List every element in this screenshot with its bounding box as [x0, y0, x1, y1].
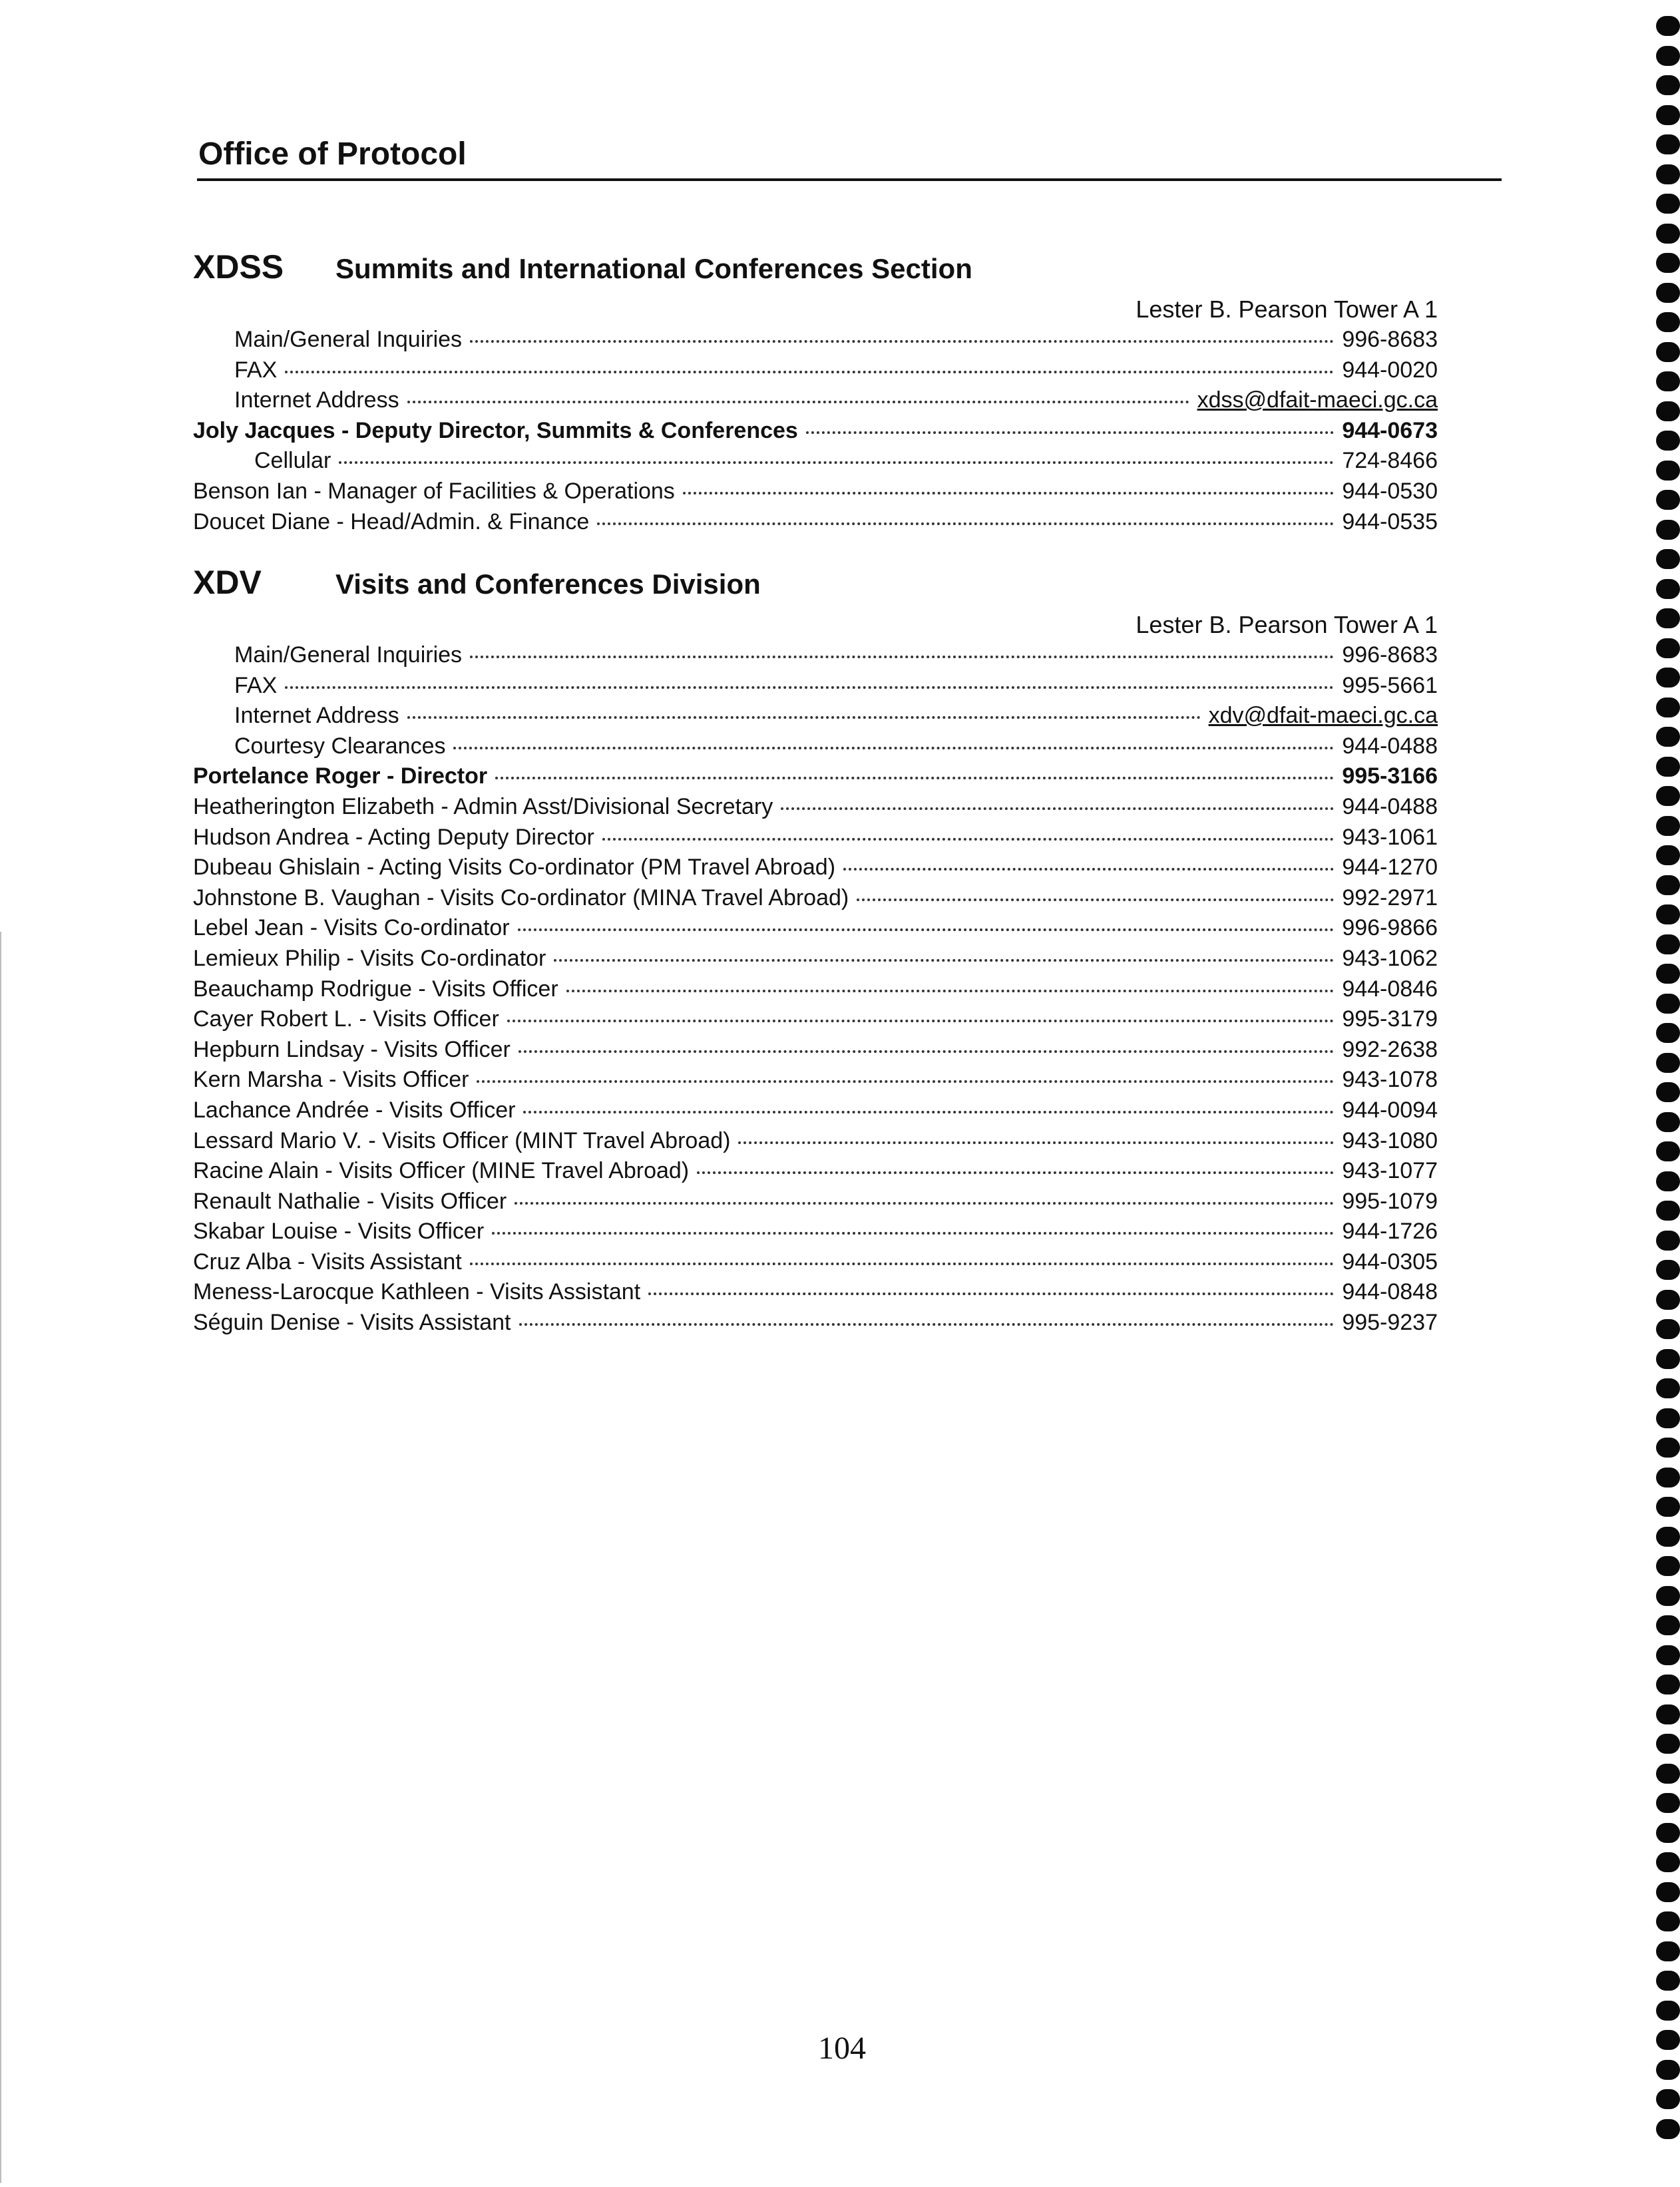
- binding-hole: [1656, 2119, 1680, 2139]
- binding-hole: [1656, 520, 1680, 540]
- directory-entry-person: [193, 853, 1438, 883]
- entry-phone: 943-1080: [1342, 1127, 1438, 1153]
- dot-leader: [339, 461, 1334, 464]
- binding-hole: [1656, 1823, 1680, 1843]
- binding-hole: [1656, 1645, 1680, 1665]
- title-underline-rule: [197, 178, 1502, 181]
- entry-phone: 944-0846: [1342, 976, 1438, 1002]
- binding-hole: [1656, 1675, 1680, 1694]
- binding-hole: [1656, 1023, 1680, 1043]
- dot-leader: [477, 1080, 1334, 1083]
- entry-phone: 944-0488: [1342, 733, 1438, 759]
- entry-label: Lachance Andrée - Visits Officer: [193, 1097, 516, 1123]
- entry-label: Johnstone B. Vaughan - Visits Co-ordinator (MINA Travel Abroad): [193, 885, 849, 910]
- entry-phone: 995-3166: [1342, 763, 1438, 789]
- binding-hole: [1656, 1438, 1680, 1458]
- directory-entry-person: [193, 761, 1438, 792]
- spiral-binding-holes: [1651, 16, 1680, 2179]
- binding-hole: [1656, 1468, 1680, 1488]
- binding-hole: [1656, 1053, 1680, 1073]
- entry-label: Main/General Inquiries: [234, 642, 463, 668]
- section-name: Summits and International Conferences Section: [335, 253, 972, 284]
- binding-hole: [1656, 668, 1680, 688]
- entry-label: Lebel Jean - Visits Co-ordinator: [193, 915, 510, 941]
- binding-hole: [1656, 1112, 1680, 1132]
- binding-hole: [1656, 1082, 1680, 1102]
- entry-phone: 996-8683: [1342, 642, 1438, 668]
- entry-label: Doucet Diane - Head/Admin. & Finance: [193, 508, 590, 534]
- dot-leader: [781, 807, 1334, 810]
- directory-entry-person: [193, 1187, 1438, 1217]
- binding-hole: [1656, 164, 1680, 184]
- binding-hole: [1656, 1941, 1680, 1961]
- entry-label: Racine Alain - Visits Officer (MINE Travel Abroad): [193, 1158, 690, 1184]
- entry-phone: 944-0305: [1342, 1249, 1438, 1275]
- dot-leader: [470, 1263, 1335, 1265]
- section-heading: [193, 248, 1438, 294]
- directory-entry-person: [193, 1065, 1438, 1095]
- entry-phone: 944-0488: [1342, 793, 1438, 819]
- binding-hole: [1656, 994, 1680, 1014]
- dot-leader: [285, 686, 1334, 689]
- binding-hole: [1656, 816, 1680, 836]
- binding-hole: [1656, 431, 1680, 451]
- dot-leader: [515, 1202, 1334, 1205]
- dot-leader: [519, 1323, 1335, 1326]
- binding-hole: [1656, 401, 1680, 421]
- dot-leader: [492, 1232, 1334, 1235]
- entry-phone: 944-1270: [1342, 855, 1438, 881]
- binding-hole: [1656, 1260, 1680, 1280]
- page-title: Office of Protocol: [198, 136, 467, 172]
- entry-phone: 944-0848: [1342, 1279, 1438, 1305]
- binding-hole: [1656, 549, 1680, 569]
- entry-email-link[interactable]: xdss@dfait-maeci.gc.ca: [1197, 387, 1438, 413]
- binding-hole: [1656, 2001, 1680, 2021]
- entry-label: Beauchamp Rodrigue - Visits Officer: [193, 976, 558, 1002]
- binding-hole: [1656, 697, 1680, 717]
- entry-phone: 995-3179: [1342, 1006, 1438, 1032]
- entry-label: Hepburn Lindsay - Visits Officer: [193, 1036, 511, 1062]
- dot-leader: [602, 838, 1334, 841]
- binding-hole: [1656, 283, 1680, 303]
- entry-label: Joly Jacques - Deputy Director, Summits & Conferences: [193, 417, 798, 443]
- binding-hole: [1656, 16, 1680, 36]
- binding-hole: [1656, 371, 1680, 391]
- binding-hole: [1656, 727, 1680, 747]
- dot-leader: [407, 716, 1201, 719]
- binding-hole: [1656, 194, 1680, 214]
- directory-entry-person: [193, 477, 1438, 507]
- dot-leader: [697, 1171, 1334, 1174]
- binding-hole: [1656, 1349, 1680, 1369]
- dot-leader: [648, 1292, 1334, 1295]
- entry-label: Lessard Mario V. - Visits Officer (MINT Travel Abroad): [193, 1127, 731, 1153]
- directory-entry-person: [193, 944, 1438, 974]
- binding-hole: [1656, 1556, 1680, 1576]
- entry-label: FAX: [234, 672, 278, 698]
- binding-hole: [1656, 608, 1680, 628]
- entry-phone: 943-1062: [1342, 945, 1438, 971]
- dot-leader: [806, 431, 1334, 434]
- binding-hole: [1656, 1141, 1680, 1161]
- entry-phone: 944-0535: [1342, 508, 1438, 534]
- binding-hole: [1656, 1497, 1680, 1517]
- page-number: 104: [818, 2031, 866, 2066]
- binding-hole: [1656, 1704, 1680, 1724]
- dot-leader: [597, 522, 1334, 525]
- binding-hole: [1656, 786, 1680, 806]
- binding-hole: [1656, 342, 1680, 362]
- entry-label: Renault Nathalie - Visits Officer: [193, 1188, 507, 1214]
- directory-entry-person: [193, 823, 1438, 853]
- entry-label: Kern Marsha - Visits Officer: [193, 1067, 469, 1093]
- directory-entry-courtesy-clearances: [193, 731, 1438, 762]
- entry-label: Heatherington Elizabeth - Admin Asst/Divisional Secretary: [193, 793, 773, 819]
- directory-entry-fax: [193, 671, 1438, 701]
- section-code: XDV: [193, 564, 262, 601]
- entry-phone: 992-2638: [1342, 1036, 1438, 1062]
- entry-email-link[interactable]: xdv@dfait-maeci.gc.ca: [1208, 703, 1438, 729]
- entry-phone: 944-0094: [1342, 1097, 1438, 1123]
- entry-phone: 943-1061: [1342, 824, 1438, 850]
- dot-leader: [857, 898, 1334, 901]
- entry-label: Cellular: [254, 448, 331, 474]
- entry-phone: 996-8683: [1342, 327, 1438, 352]
- directory-entry-person: [193, 1277, 1438, 1308]
- directory-entry-internet-address: [193, 701, 1438, 731]
- entry-phone: 944-0020: [1342, 357, 1438, 383]
- entry-label: Séguin Denise - Visits Assistant: [193, 1310, 511, 1336]
- binding-hole: [1656, 2089, 1680, 2109]
- entry-label: FAX: [234, 357, 278, 383]
- binding-hole: [1656, 461, 1680, 481]
- dot-leader: [843, 868, 1334, 871]
- binding-hole: [1656, 1586, 1680, 1606]
- scan-margin-line: [0, 932, 1, 2183]
- binding-hole: [1656, 312, 1680, 332]
- dot-leader: [495, 777, 1334, 779]
- entry-phone: 943-1077: [1342, 1158, 1438, 1184]
- binding-hole: [1656, 2060, 1680, 2080]
- entry-label: Meness-Larocque Kathleen - Visits Assistant: [193, 1279, 641, 1305]
- entry-label: Cruz Alba - Visits Assistant: [193, 1249, 462, 1275]
- binding-hole: [1656, 934, 1680, 954]
- entry-label: Skabar Louise - Visits Officer: [193, 1219, 485, 1245]
- directory-entry-person: [193, 1035, 1438, 1066]
- binding-hole: [1656, 1378, 1680, 1398]
- entry-phone: 944-0530: [1342, 478, 1438, 504]
- dot-leader: [470, 656, 1334, 658]
- binding-hole: [1656, 1201, 1680, 1221]
- entry-phone: 724-8466: [1342, 448, 1438, 474]
- section-location: Lester B. Pearson Tower A 1: [1136, 611, 1438, 638]
- entry-label: Internet Address: [234, 387, 399, 413]
- entry-label: Main/General Inquiries: [234, 327, 463, 352]
- binding-hole: [1656, 1290, 1680, 1310]
- directory-entry-person: [193, 1156, 1438, 1187]
- binding-hole: [1656, 1852, 1680, 1872]
- binding-hole: [1656, 1734, 1680, 1754]
- entry-label: Cayer Robert L. - Visits Officer: [193, 1006, 499, 1032]
- binding-hole: [1656, 1882, 1680, 1902]
- binding-hole: [1656, 1911, 1680, 1931]
- entry-phone: 943-1078: [1342, 1067, 1438, 1093]
- binding-hole: [1656, 1971, 1680, 1991]
- binding-hole: [1656, 1764, 1680, 1784]
- dot-leader: [518, 928, 1335, 931]
- dot-leader: [285, 371, 1334, 373]
- dot-leader: [453, 747, 1334, 749]
- binding-hole: [1656, 845, 1680, 865]
- dot-leader: [738, 1141, 1334, 1144]
- binding-hole: [1656, 875, 1680, 895]
- binding-hole: [1656, 1171, 1680, 1191]
- directory-entry-main-inquiries: [193, 325, 1438, 355]
- entry-label: Internet Address: [234, 703, 399, 729]
- dot-leader: [507, 1020, 1335, 1022]
- directory-entry-internet-address: [193, 385, 1438, 416]
- entry-phone: 944-1726: [1342, 1219, 1438, 1245]
- dot-leader: [407, 401, 1189, 403]
- directory-entry-person: [193, 792, 1438, 823]
- binding-hole: [1656, 1527, 1680, 1547]
- binding-hole: [1656, 490, 1680, 510]
- binding-hole: [1656, 757, 1680, 777]
- binding-hole: [1656, 1793, 1680, 1813]
- directory-entry-person: [193, 507, 1438, 538]
- directory-entry-person: [193, 1247, 1438, 1278]
- binding-hole: [1656, 904, 1680, 924]
- binding-hole: [1656, 253, 1680, 273]
- entry-phone: 995-5661: [1342, 672, 1438, 698]
- binding-hole: [1656, 1408, 1680, 1428]
- section-name: Visits and Conferences Division: [335, 568, 761, 600]
- binding-hole: [1656, 105, 1680, 125]
- binding-hole: [1656, 75, 1680, 95]
- dot-leader: [566, 990, 1335, 992]
- directory-entry-person: [193, 913, 1438, 944]
- directory-entry-fax: [193, 355, 1438, 386]
- section-xdv: [193, 563, 1438, 1338]
- section-location: Lester B. Pearson Tower A 1: [1136, 296, 1438, 323]
- directory-entry-person: [193, 1308, 1438, 1338]
- entry-label: Benson Ian - Manager of Facilities & Operations: [193, 478, 675, 504]
- entry-phone: 995-1079: [1342, 1188, 1438, 1214]
- binding-hole: [1656, 2030, 1680, 2050]
- section-heading: [193, 563, 1438, 610]
- directory-entry-person: [193, 1217, 1438, 1247]
- entry-phone: 996-9866: [1342, 915, 1438, 941]
- directory-entry-person: [193, 883, 1438, 914]
- dot-leader: [554, 959, 1334, 962]
- section-code: XDSS: [193, 248, 284, 286]
- entry-phone: 995-9237: [1342, 1310, 1438, 1336]
- entry-label: Hudson Andrea - Acting Deputy Director: [193, 824, 594, 850]
- directory-entry-person: [193, 416, 1438, 447]
- binding-hole: [1656, 1231, 1680, 1251]
- entry-label: Portelance Roger - Director: [193, 763, 488, 789]
- directory-entry-main-inquiries: [193, 640, 1438, 671]
- entry-phone: 944-0673: [1342, 417, 1438, 443]
- binding-hole: [1656, 224, 1680, 244]
- directory-entry-person: [193, 1126, 1438, 1157]
- binding-hole: [1656, 579, 1680, 599]
- dot-leader: [523, 1111, 1334, 1113]
- entry-label: Lemieux Philip - Visits Co-ordinator: [193, 945, 546, 971]
- directory-entry-person: [193, 1095, 1438, 1126]
- dot-leader: [683, 492, 1335, 495]
- directory-entry-person: [193, 1004, 1438, 1035]
- binding-hole: [1656, 638, 1680, 658]
- section-xdss: [193, 248, 1438, 537]
- entry-label: Courtesy Clearances: [234, 733, 446, 759]
- entry-label: Dubeau Ghislain - Acting Visits Co-ordinator (PM Travel Abroad): [193, 855, 836, 881]
- binding-hole: [1656, 134, 1680, 154]
- directory-entry-cellular: [193, 446, 1438, 477]
- binding-hole: [1656, 1615, 1680, 1635]
- directory-entry-person: [193, 974, 1438, 1005]
- binding-hole: [1656, 1319, 1680, 1339]
- binding-hole: [1656, 964, 1680, 984]
- dot-leader: [519, 1050, 1334, 1053]
- dot-leader: [470, 340, 1334, 343]
- binding-hole: [1656, 46, 1680, 66]
- entry-phone: 992-2971: [1342, 885, 1438, 910]
